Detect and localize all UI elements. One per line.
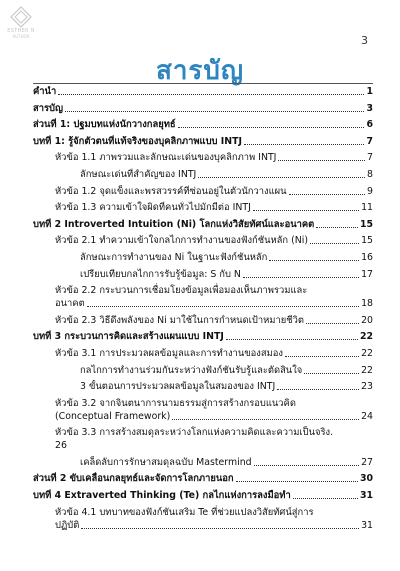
toc-entry-title: หัวข้อ 1.2 จุดแข็งและพรสวรรค์ที่ซ่อนอยู่ในตัวนักวางแผน (55, 185, 287, 197)
toc-entry[interactable] (33, 284, 373, 310)
toc-page-number: 31 (361, 519, 373, 531)
toc-entry-title: 26 (55, 440, 67, 452)
toc-entry-title: เคล็ดลับการรักษาสมดุลฉบับ Mastermind (80, 456, 252, 468)
toc-page-number: 20 (361, 314, 373, 326)
dot-leader (304, 373, 359, 374)
toc-entry-title: หัวข้อ 2.2 กระบวนการเชื่อมโยงข้อมูลเพื่อมองเห็นภาพรวมและ (55, 285, 308, 297)
toc-entry-title: หัวข้อ 2.3 วิธีดึงพลังของ Ni มาใช้ในการกำหนดเป้าหมายชีวิต (55, 314, 304, 326)
toc-entry[interactable] (33, 234, 373, 247)
toc-entry[interactable] (33, 472, 373, 485)
toc-entry-title: บทที่ 3 กระบวนการคิดและสร้างแผนแบบ INTJ (33, 331, 224, 343)
dot-leader (306, 323, 359, 324)
dot-leader (269, 260, 359, 261)
toc-entry[interactable] (33, 506, 373, 532)
toc-entry[interactable] (33, 347, 373, 360)
dot-leader (285, 356, 359, 357)
toc-entry-title: หัวข้อ 3.2 จากจินตนาการนามธรรมสู่การสร้างกรอบแนวคิด (55, 397, 296, 409)
toc-entry-title: หัวข้อ 1.1 ภาพรวมและลักษณะเด่นของบุคลิกภาพ INTJ (55, 152, 277, 164)
toc-entry-title: ส่วนที่ 2 ขับเคลื่อนกลยุทธ์และจัดการโลกภายนอก (33, 473, 234, 485)
toc-entry[interactable] (33, 185, 373, 198)
toc-entry[interactable] (33, 314, 373, 327)
toc-entry-title: เปรียบเทียบกลไกการรับรู้ข้อมูล: S กับ N (80, 268, 241, 280)
table-of-contents (33, 85, 373, 535)
toc-entry-title: สารบัญ (33, 102, 63, 114)
toc-entry[interactable] (33, 330, 373, 343)
title-divider (33, 83, 373, 84)
toc-entry[interactable] (33, 268, 373, 281)
toc-entry-title: หัวข้อ 2.1 ทำความเข้าใจกลไกการทำงานของฟังก์ชันหลัก (Ni) (55, 235, 309, 247)
toc-entry[interactable] (33, 489, 373, 502)
toc-entry[interactable] (33, 168, 373, 181)
toc-page-number: 6 (366, 119, 373, 131)
toc-entry-title: คำนำ (33, 86, 57, 97)
toc-entry[interactable] (33, 397, 373, 423)
dot-leader (172, 419, 359, 420)
dot-leader (277, 389, 359, 390)
toc-page-number: 1 (366, 86, 373, 97)
toc-entry[interactable] (33, 456, 373, 469)
dot-leader (244, 144, 364, 145)
toc-page-number: 16 (361, 251, 373, 263)
toc-page-number: 3 (366, 102, 373, 114)
logo-icon (10, 6, 32, 28)
toc-page-number: 15 (361, 235, 373, 247)
toc-entry[interactable] (33, 364, 373, 377)
toc-entry-title: หัวข้อ 3.3 การสร้างสมดุลระหว่างโลกแห่งความคิดและความเป็นจริง. (55, 427, 334, 439)
dot-leader (198, 177, 365, 178)
author-logo (6, 6, 36, 39)
toc-entry[interactable] (33, 118, 373, 131)
toc-page-number: 8 (367, 168, 373, 180)
toc-entry-title: หัวข้อ 3.1 การประมวลผลข้อมูลและการทำงานของสมอง (55, 347, 283, 359)
dot-leader (278, 160, 365, 161)
dot-leader (81, 528, 359, 529)
toc-entry-title: อนาคต (55, 298, 85, 310)
toc-entry-title: บทที่ 4 Extraverted Thinking (Te) กลไกแห่งการลงมือทำ (33, 490, 291, 502)
toc-entry-title: หัวข้อ 4.1 บทบาทของฟังก์ชันเสริม Te ที่ช่วยแปลงวิสัยทัศน์สู่การ (55, 506, 314, 518)
page-number: 3 (361, 34, 368, 47)
toc-entry[interactable] (33, 135, 373, 148)
toc-entry-title: บทที่ 2 Introverted Intuition (Ni) โลกแห่งวิสัยทัศน์และอนาคต (33, 218, 315, 230)
logo-sub: AUTHOR (12, 34, 30, 39)
toc-entry-title: ปฏิบัติ (55, 519, 80, 531)
dot-leader (253, 210, 359, 211)
dot-leader (243, 277, 359, 278)
dot-leader (236, 481, 358, 482)
toc-page-number: 27 (361, 456, 373, 468)
toc-entry[interactable] (33, 151, 373, 164)
toc-page-number: 23 (361, 381, 373, 393)
toc-page-number: 30 (359, 473, 373, 485)
toc-page-number: 7 (367, 152, 373, 164)
dot-leader (58, 94, 364, 95)
toc-entry[interactable] (33, 426, 373, 452)
toc-page-number: 7 (366, 135, 373, 147)
toc-entry-title: (Conceptual Framework) (55, 410, 171, 422)
toc-page-number: 11 (361, 202, 373, 214)
toc-page-number: 17 (361, 268, 373, 280)
dot-leader (178, 127, 365, 128)
toc-entry-title: ลักษณะเด่นที่สำคัญของ INTJ (80, 168, 197, 180)
toc-page-number: 22 (361, 364, 373, 376)
toc-page-number: 15 (359, 218, 373, 230)
dot-leader (310, 243, 359, 244)
dot-leader (65, 111, 365, 112)
toc-entry-title: บทที่ 1: รู้จักตัวตนที่แท้จริงของบุคลิกภาพแบบ INTJ (33, 135, 242, 147)
toc-entry-title: กลไกการทำงานร่วมกันระหว่างฟังก์ชันรับรู้และตัดสินใจ (80, 364, 303, 376)
toc-entry[interactable] (33, 380, 373, 393)
toc-entry-title: ลักษณะการทำงานของ Ni ในฐานะฟังก์ชันหลัก (80, 251, 268, 263)
dot-leader (254, 465, 359, 466)
toc-entry[interactable] (33, 201, 373, 214)
dot-leader (226, 339, 358, 340)
toc-page-number: 22 (359, 331, 373, 343)
dot-leader (316, 227, 358, 228)
toc-page-number: 18 (361, 298, 373, 310)
logo-name: ESTHER N (7, 28, 35, 34)
dot-leader (293, 498, 358, 499)
toc-entry[interactable] (33, 102, 373, 115)
toc-entry-title: ส่วนที่ 1: ปฐมบทแห่งนักวางกลยุทธ์ (33, 119, 176, 131)
toc-page-number: 24 (361, 410, 373, 422)
toc-entry[interactable] (33, 251, 373, 264)
toc-page-number: 9 (367, 185, 373, 197)
toc-entry[interactable] (33, 218, 373, 231)
toc-entry-title: 3 ขั้นตอนการประมวลผลข้อมูลในสมองของ INTJ (80, 381, 276, 393)
toc-entry[interactable] (33, 85, 373, 98)
toc-page-number: 31 (359, 490, 373, 502)
toc-page-number: 22 (361, 347, 373, 359)
dot-leader (289, 194, 366, 195)
toc-entry-title: หัวข้อ 1.3 ความเข้าใจผิดที่คนทั่วไปมักมีต่อ INTJ (55, 202, 251, 214)
dot-leader (87, 306, 359, 307)
page-title: สารบัญ (155, 56, 245, 86)
